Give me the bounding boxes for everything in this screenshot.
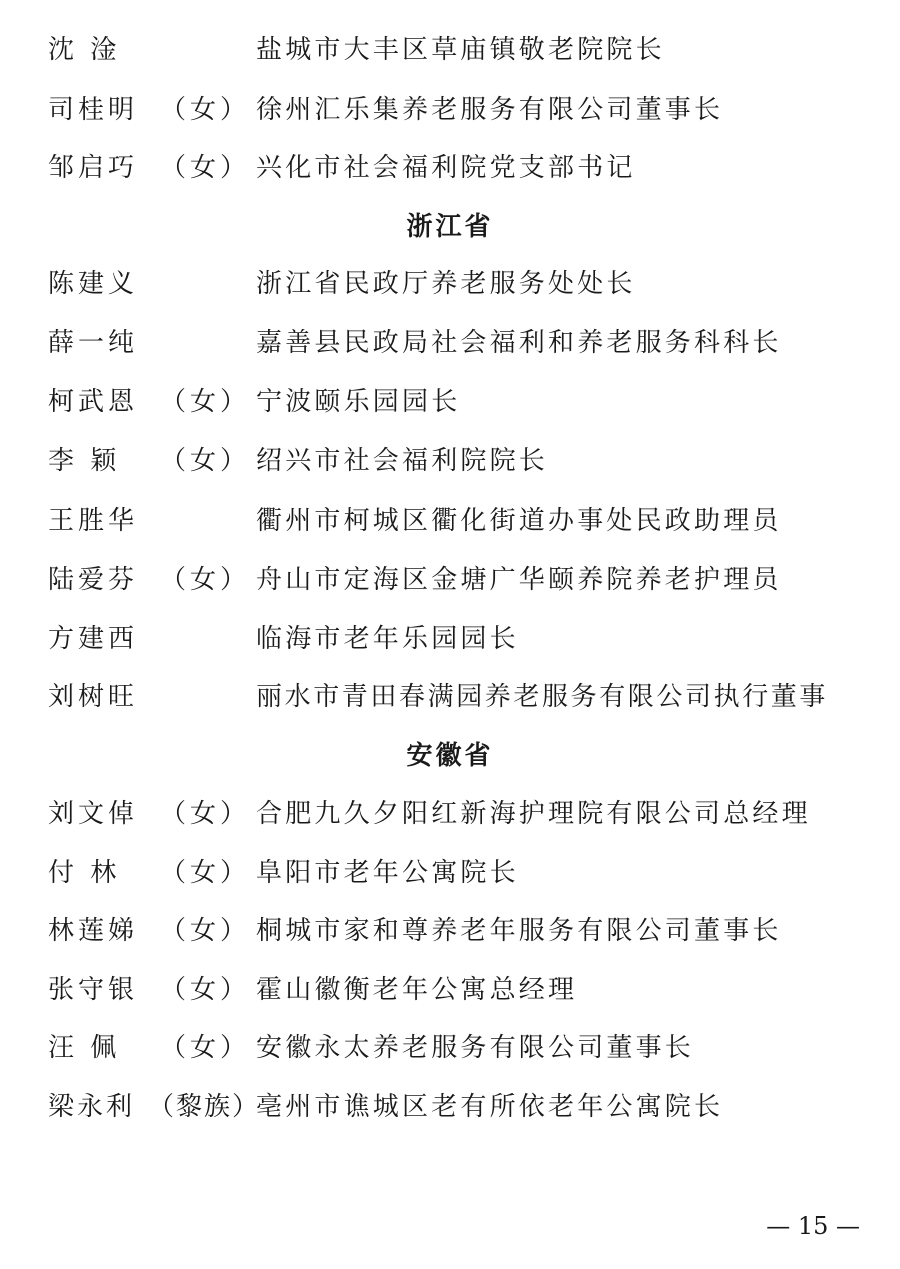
person-title: 阜阳市老年公寓院长 xyxy=(256,858,519,888)
person-note: （女） xyxy=(160,446,251,476)
person-name: 沈 淦 xyxy=(48,35,121,65)
person-name: 陆爱芬 xyxy=(48,565,139,595)
person-title: 临海市老年乐园园长 xyxy=(256,624,519,654)
person-name: 司桂明 xyxy=(48,95,139,125)
person-title: 舟山市定海区金塘广华颐养院养老护理员 xyxy=(256,565,782,595)
person-name: 陈建义 xyxy=(48,269,139,299)
list-item xyxy=(0,677,900,717)
person-note: （女） xyxy=(160,95,251,125)
person-title: 绍兴市社会福利院院长 xyxy=(256,446,549,476)
person-title: 亳州市谯城区老有所依老年公寓院长 xyxy=(256,1092,724,1122)
person-title: 霍山徽衡老年公寓总经理 xyxy=(256,975,578,1005)
person-note: （黎族） xyxy=(148,1092,261,1122)
list-item xyxy=(0,1028,900,1068)
section-header-zhejiang: 浙江省 xyxy=(406,212,494,242)
person-title: 兴化市社会福利院党支部书记 xyxy=(256,153,636,183)
section-header-anhui: 安徽省 xyxy=(406,741,494,771)
person-name: 梁永利 xyxy=(48,1092,136,1122)
list-item xyxy=(0,264,900,304)
person-note: （女） xyxy=(160,975,251,1005)
person-name: 薛一纯 xyxy=(48,328,139,358)
person-title: 桐城市家和尊养老年服务有限公司董事长 xyxy=(256,916,782,946)
person-title: 衢州市柯城区衢化街道办事处民政助理员 xyxy=(256,506,782,536)
person-note: （女） xyxy=(160,799,251,829)
person-note: （女） xyxy=(160,387,251,417)
person-name: 刘树旺 xyxy=(48,682,139,712)
person-name: 邹启巧 xyxy=(48,153,139,183)
person-name: 张守银 xyxy=(48,975,139,1005)
list-item xyxy=(0,794,900,834)
person-note: （女） xyxy=(160,1033,251,1063)
person-title: 安徽永太养老服务有限公司董事长 xyxy=(256,1033,695,1063)
person-note: （女） xyxy=(160,858,251,888)
person-title: 宁波颐乐园园长 xyxy=(256,387,461,417)
person-note: （女） xyxy=(160,916,251,946)
list-item xyxy=(0,382,900,422)
list-item xyxy=(0,853,900,893)
list-item xyxy=(0,911,900,951)
person-title: 丽水市青田春满园养老服务有限公司执行董事 xyxy=(256,682,829,712)
list-item xyxy=(0,619,900,659)
list-item xyxy=(0,30,900,70)
person-name: 方建西 xyxy=(48,624,139,654)
list-item xyxy=(0,501,900,541)
person-name: 刘文倬 xyxy=(48,799,139,829)
person-title: 嘉善县民政局社会福利和养老服务科科长 xyxy=(256,328,782,358)
person-note: （女） xyxy=(160,565,251,595)
person-title: 合肥九久夕阳红新海护理院有限公司总经理 xyxy=(256,799,811,829)
person-name: 汪 佩 xyxy=(48,1033,121,1063)
person-name: 付 林 xyxy=(48,858,121,888)
person-title: 浙江省民政厅养老服务处处长 xyxy=(256,269,636,299)
list-item xyxy=(0,90,900,130)
person-name: 王胜华 xyxy=(48,506,139,536)
person-note: （女） xyxy=(160,153,251,183)
list-item xyxy=(0,560,900,600)
person-name: 柯武恩 xyxy=(48,387,139,417)
list-item xyxy=(0,323,900,363)
person-name: 林莲娣 xyxy=(48,916,139,946)
list-item xyxy=(0,1087,900,1127)
person-title: 盐城市大丰区草庙镇敬老院院长 xyxy=(256,35,665,65)
list-item xyxy=(0,441,900,481)
list-item xyxy=(0,970,900,1010)
page-number: — 15 — xyxy=(766,1212,860,1240)
list-item xyxy=(0,148,900,188)
person-name: 李 颖 xyxy=(48,446,121,476)
person-title: 徐州汇乐集养老服务有限公司董事长 xyxy=(256,95,724,125)
